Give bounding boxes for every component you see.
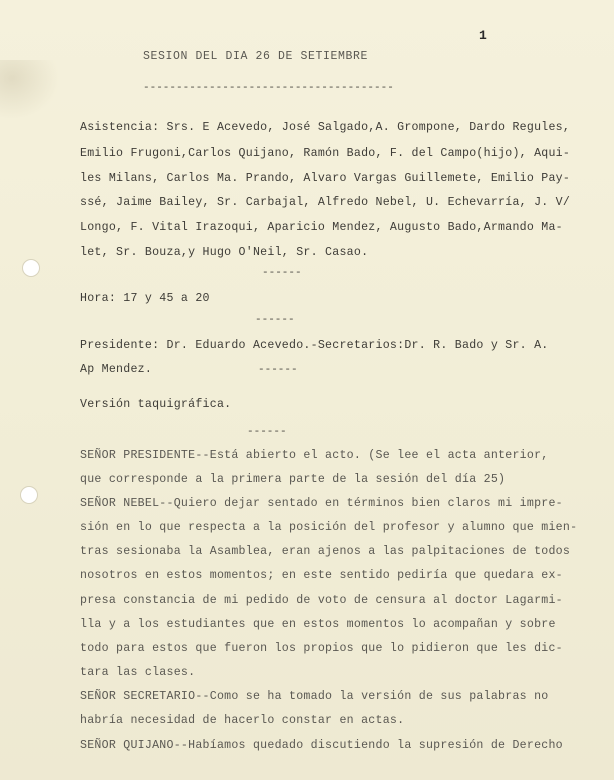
- transcript-line: lla y a los estudiantes que en estos momentos lo acompañan y sobre: [80, 618, 556, 631]
- separator-title: --------------------------------------: [143, 82, 394, 94]
- asistencia-line: let, Sr. Bouza,y Hugo O'Neil, Sr. Casao.: [80, 246, 369, 259]
- asistencia-line: Asistencia: Srs. E Acevedo, José Salgado,A. Grompone, Dardo Regules,: [80, 121, 571, 134]
- transcript-line: que corresponde a la primera parte de la sesión del día 25): [80, 473, 506, 486]
- separator-1: ------: [262, 267, 302, 279]
- transcript-line: SEÑOR PRESIDENTE--Está abierto el acto. (Se lee el acta anterior,: [80, 449, 549, 462]
- presidente-line-continued: Ap Mendez.: [80, 363, 153, 376]
- asistencia-line: Emilio Frugoni,Carlos Quijano, Ramón Bado, F. del Campo(hijo), Aqui-: [80, 147, 571, 160]
- transcript-line: tara las clases.: [80, 666, 196, 679]
- session-title: SESION DEL DIA 26 DE SETIEMBRE: [143, 50, 369, 63]
- presidente-line: Presidente: Dr. Eduardo Acevedo.-Secretarios:Dr. R. Bado y Sr. A.: [80, 339, 549, 352]
- transcript-line: todo para estos que fueron los propios que lo pidieron que les dic-: [80, 642, 563, 655]
- separator-4: ------: [247, 426, 287, 438]
- asistencia-line: ssé, Jaime Bailey, Sr. Carbajal, Alfredo Nebel, U. Echevarría, J. V/: [80, 196, 571, 209]
- transcript-line: SEÑOR QUIJANO--Habíamos quedado discutiendo la supresión de Derecho: [80, 739, 563, 752]
- transcript-line: nosotros en estos momentos; en este sentido pediría que quedara ex-: [80, 569, 563, 582]
- transcript-line: sión en lo que respecta a la posición del profesor y alumno que mien-: [80, 521, 578, 534]
- asistencia-line: les Milans, Carlos Ma. Prando, Alvaro Vargas Guillemete, Emilio Pay-: [80, 172, 571, 185]
- page-number: 1: [479, 28, 487, 43]
- transcript-line: habría necesidad de hacerlo constar en actas.: [80, 714, 405, 727]
- transcript-line: presa constancia de mi pedido de voto de censura al doctor Lagarmi-: [80, 594, 563, 607]
- version-label: Versión taquigráfica.: [80, 398, 232, 411]
- paper-stain: [0, 60, 60, 120]
- hora-line: Hora: 17 y 45 a 20: [80, 292, 210, 305]
- punch-hole-top: [22, 259, 40, 277]
- asistencia-line: Longo, F. Vital Irazoqui, Aparicio Mendez, Augusto Bado,Armando Ma-: [80, 221, 563, 234]
- transcript-line: tras sesionaba la Asamblea, eran ajenos a las palpitaciones de todos: [80, 545, 571, 558]
- transcript-line: SEÑOR NEBEL--Quiero dejar sentado en términos bien claros mi impre-: [80, 497, 563, 510]
- separator-2: ------: [255, 314, 295, 326]
- punch-hole-bottom: [20, 486, 38, 504]
- separator-3: ------: [258, 364, 298, 376]
- transcript-line: SEÑOR SECRETARIO--Como se ha tomado la versión de sus palabras no: [80, 690, 549, 703]
